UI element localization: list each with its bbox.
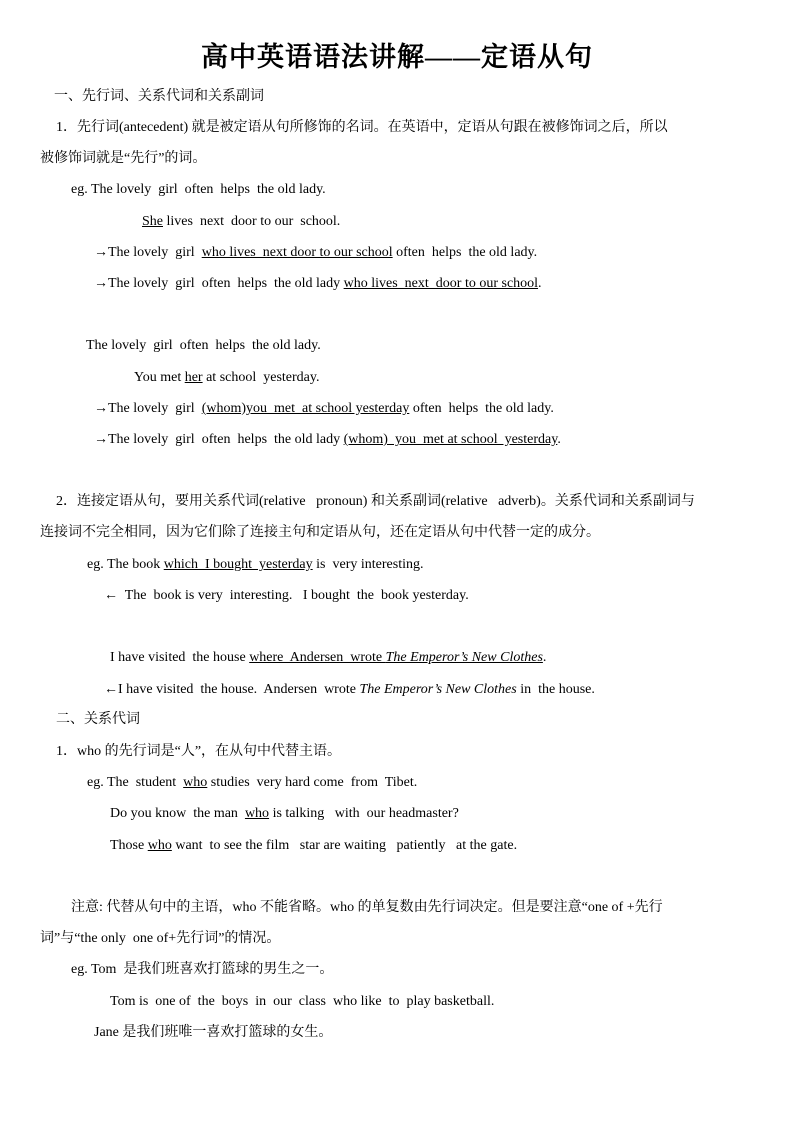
text-run: eg. The student bbox=[87, 775, 184, 790]
text-run: Tom is one of the boys in our class who like to play basketball. bbox=[110, 994, 495, 1009]
example-line bbox=[104, 681, 595, 699]
page-title: 高中英语语法讲解——定语从句 bbox=[201, 42, 593, 72]
text-run: studies very hard come from Tibet. bbox=[207, 775, 418, 790]
text-run: 2．连接定语从句，要用关系代词(relative pronoun) 和关系副词(relative adverb)。关系代词和关系副词与 bbox=[56, 494, 695, 509]
italic-text: The Emperor’s New Clothes bbox=[359, 682, 517, 697]
text-run: often helps the old lady. bbox=[392, 245, 538, 260]
text-run: Jane 是我们班唯一喜欢打篮球的女生。 bbox=[94, 1025, 333, 1040]
text-run: eg. The lovely girl often helps the old lady. bbox=[71, 182, 326, 197]
example-line bbox=[71, 961, 333, 979]
text-run: 1．先行词(antecedent) 就是被定语从句所修饰的名词。在英语中，定语从句跟在被修饰词之后，所以 bbox=[56, 120, 668, 135]
text-run: 被修饰词就是“先行”的词。 bbox=[40, 151, 207, 166]
section-heading bbox=[56, 711, 140, 729]
example-line bbox=[94, 431, 561, 449]
underlined-text: who lives next door to our school bbox=[201, 245, 393, 260]
underlined-text: (whom) you met at school yesterday bbox=[343, 432, 558, 447]
text-run: . bbox=[542, 650, 547, 665]
text-run: →The lovely girl often helps the old lady bbox=[94, 432, 344, 447]
example-line bbox=[94, 400, 554, 418]
text-run: at school yesterday. bbox=[202, 370, 320, 385]
text-run: 词”与“the only one of+先行词”的情况。 bbox=[40, 931, 281, 946]
text-run: →The lovely girl often helps the old lady bbox=[94, 276, 344, 291]
example-line bbox=[94, 1024, 332, 1042]
paragraph-line bbox=[56, 743, 341, 761]
example-line bbox=[110, 837, 517, 855]
example-line bbox=[71, 181, 326, 199]
example-line bbox=[134, 369, 319, 387]
text-run: 连接词不完全相同，因为它们除了连接主句和定语从句，还在定语从句中代替一定的成分。 bbox=[40, 525, 600, 540]
underlined-text: The Emperor’s New Clothes bbox=[385, 650, 543, 665]
text-run: →The lovely girl bbox=[94, 245, 202, 260]
paragraph-line bbox=[71, 899, 663, 917]
example-line bbox=[94, 244, 537, 262]
underlined-text: who bbox=[183, 775, 208, 790]
example-line bbox=[110, 993, 494, 1011]
text-run: . bbox=[538, 276, 542, 291]
paragraph-line bbox=[56, 119, 668, 137]
text-run: eg. The book bbox=[87, 557, 164, 572]
paragraph-line bbox=[40, 524, 600, 542]
text-run: in the house. bbox=[516, 682, 595, 697]
text-run: want to see the film star are waiting patiently at the gate. bbox=[171, 838, 518, 853]
example-line bbox=[87, 774, 417, 792]
underlined-text: who bbox=[244, 806, 270, 821]
underlined-text: which I bought yesterday bbox=[163, 557, 313, 572]
text-run: The lovely girl often helps the old lady. bbox=[86, 338, 321, 353]
text-run: eg. Tom 是我们班喜欢打篮球的男生之一。 bbox=[71, 962, 334, 977]
section-heading bbox=[54, 88, 264, 106]
example-line bbox=[142, 213, 340, 231]
underlined-text: her bbox=[184, 370, 203, 385]
text-run: Do you know the man bbox=[110, 806, 245, 821]
example-line bbox=[110, 805, 459, 823]
text-run: is very interesting. bbox=[312, 557, 424, 572]
text-run: 注意: 代替从句中的主语，who 不能省略。who 的单复数由先行词决定。但是要注意“one of +先行 bbox=[71, 900, 663, 915]
text-run: often helps the old lady. bbox=[409, 401, 554, 416]
underlined-text: who bbox=[147, 838, 172, 853]
example-line bbox=[104, 587, 469, 605]
paragraph-line bbox=[40, 930, 280, 948]
text-run: 二、关系代词 bbox=[56, 712, 140, 727]
text-run: ← The book is very interesting. I bought the book yesterday. bbox=[104, 588, 469, 603]
underlined-text: who lives next door to our school bbox=[343, 276, 539, 291]
example-line bbox=[94, 275, 542, 293]
text-run: I have visited the house bbox=[110, 650, 250, 665]
underlined-text: She bbox=[142, 214, 163, 229]
text-run: →The lovely girl bbox=[94, 401, 202, 416]
text-run: lives next door to our school. bbox=[163, 214, 341, 229]
text-run: . bbox=[557, 432, 561, 447]
paragraph-line bbox=[40, 150, 206, 168]
example-line bbox=[87, 556, 423, 574]
underlined-text: where Andersen wrote bbox=[249, 650, 386, 665]
text-run: 1．who 的先行词是“人”，在从句中代替主语。 bbox=[56, 744, 342, 759]
underlined-text: (whom)you met at school yesterday bbox=[201, 401, 410, 416]
paragraph-line bbox=[56, 493, 695, 511]
example-line bbox=[110, 649, 546, 667]
text-run: Those bbox=[110, 838, 148, 853]
text-run: ←I have visited the house. Andersen wrote bbox=[104, 682, 360, 697]
example-line bbox=[86, 337, 321, 355]
text-run: 一、先行词、关系代词和关系副词 bbox=[54, 89, 264, 104]
text-run: You met bbox=[134, 370, 185, 385]
text-run: is talking with our headmaster? bbox=[269, 806, 459, 821]
